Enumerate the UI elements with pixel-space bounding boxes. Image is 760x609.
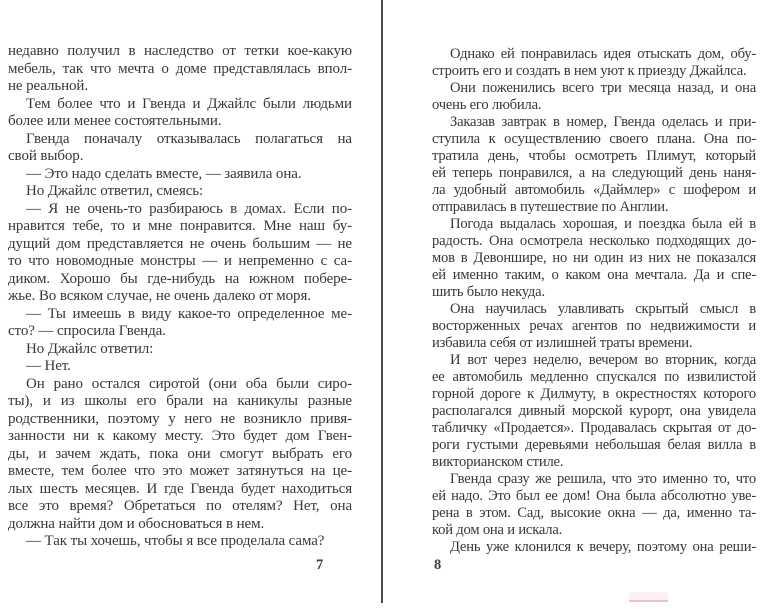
text-line: ей теперь понравился, а на следующий день наня- — [432, 165, 756, 181]
text-line: табличку «Продается». Продавалась скрытая от до- — [432, 420, 756, 436]
text-line: Но Джайлс ответил: — [26, 340, 154, 357]
text-line: Он рано остался сиротой (они оба были сиро- — [26, 375, 352, 392]
text-line: День уже клонился к вечеру, поэтому она реши- — [450, 539, 756, 555]
text-line: Погода выдалась хорошая, и поездка была ей в — [450, 216, 756, 232]
text-line: шить было некуда. — [432, 284, 545, 300]
text-line: более или менее состоятельными. — [8, 113, 222, 129]
page-left-text-block — [8, 43, 352, 551]
page-number-left: 7 — [316, 557, 324, 573]
text-line: Гвенда поначалу отказывалась полагаться на — [26, 130, 352, 147]
text-line: Она научилась улавливать скрытый смысл в — [450, 301, 756, 317]
text-line: все это время? Обретаться по отелям? Нет, она — [8, 498, 352, 514]
text-line: кой дом она и искала. — [432, 522, 563, 538]
page-right-text-block — [432, 46, 756, 556]
text-line: — Так ты хочешь, чтобы я все проделала сама? — [26, 533, 325, 549]
text-line: горной дороге к Дилмуту, в окрестностях которого — [432, 386, 756, 402]
text-line: ступила к осуществлению своего плана. Она по- — [432, 131, 756, 147]
text-line: Заказав завтрак в номер, Гвенда оделась и при- — [450, 114, 756, 130]
text-line: Но Джайлс ответил, смеясь: — [26, 183, 204, 199]
text-line: лых шесть месяцев. И где Гвенда будет находиться — [8, 480, 352, 497]
text-line: вместе, тем более что это может затянуться на це- — [8, 463, 352, 479]
text-line: — Нет. — [26, 358, 71, 374]
text-line: радость. Она осмотрела несколько подходящих до- — [432, 233, 756, 249]
text-line: — Я не очень-то разбираюсь в домах. Если по- — [26, 200, 352, 217]
text-line: должна найти дом и обосноваться в нем. — [8, 515, 265, 532]
text-line: ей надо. Это был ее дом! Она была абсолютно уве- — [432, 488, 756, 504]
text-line: Однако ей понравилась идея отыскать дом, обу- — [450, 46, 756, 62]
text-line: — Ты имеешь в виду какое-то определенное ме- — [26, 305, 352, 322]
text-line: ты), и из школы его брали на каникулы разные — [8, 393, 352, 409]
text-line: викторианском стиле. — [432, 454, 564, 470]
text-line: недавно получил в наследство от тетки кое-какую — [8, 43, 352, 59]
text-line: роги густыми деревьями небольшая белая вилла в — [432, 437, 756, 453]
text-line: дущий дом представляется не очень большим — не — [8, 235, 352, 252]
text-line: нравится тебе, то и мне понравится. Мне наш бу- — [8, 218, 352, 234]
text-line: — Это надо сделать вместе, — заявила она. — [26, 165, 302, 182]
text-line: мебель, так что мечта о доме представлялась впол- — [8, 60, 352, 77]
text-line: ды, и зачем ждать, пока они смогут выбрать его — [8, 445, 352, 462]
text-line: ла удобный автомобиль «Даймлер» с шофером и — [432, 182, 756, 198]
text-line: избавила себя от излишней траты времени. — [432, 335, 693, 351]
text-line: мов в Девоншире, но ни один из них не показался — [432, 250, 756, 266]
text-line: Они поженились всего три месяца назад, и она — [450, 80, 756, 96]
text-line: Гвенда сразу же решила, что это именно то, что — [450, 471, 756, 487]
text-line: располагался дивный морской курорт, она увидела — [432, 403, 756, 419]
text-line: И вот через неделю, вечером во вторник, когда — [450, 352, 756, 368]
text-line: очень его любила. — [432, 97, 542, 113]
text-line: занности ни к какому месту. Это будет дом Гвен- — [8, 428, 352, 444]
text-line: Тем более что и Гвенда и Джайлс были людьми — [26, 95, 352, 112]
page-number-right: 8 — [434, 557, 442, 573]
text-line: то что новомодные монстры — и непременно с са- — [8, 253, 352, 269]
text-line: строить его и создать в нем уют к приезду Джайлса. — [432, 63, 747, 79]
text-line: родственники, поэтому у него не возникло привя- — [8, 410, 352, 427]
annotation-highlight-mark — [629, 592, 668, 602]
text-line: не реальной. — [8, 78, 88, 94]
text-line: свой выбор. — [8, 148, 84, 164]
text-line: жье. Во всяком случае, не очень далеко от моря. — [8, 288, 311, 304]
text-line: отправилась в путешествие по Англии. — [432, 199, 669, 215]
text-line: диком. Хорошо бы где-нибудь на южном побере- — [8, 270, 352, 287]
text-line: ее автомобиль медленно спускался по извилистой — [432, 369, 756, 385]
text-line: рена в этом. Сад, высокие окна — да, именно та- — [432, 505, 756, 521]
text-line: восторженных речах агентов по недвижимости и — [432, 318, 756, 334]
text-line: сто? — спросила Гвенда. — [8, 323, 166, 339]
text-line: тратила день, чтобы осмотреть Плимут, который — [432, 148, 756, 164]
page-divider — [381, 0, 383, 603]
text-line: ей именно таким, о каком она мечтала. Да и спе- — [432, 267, 756, 283]
